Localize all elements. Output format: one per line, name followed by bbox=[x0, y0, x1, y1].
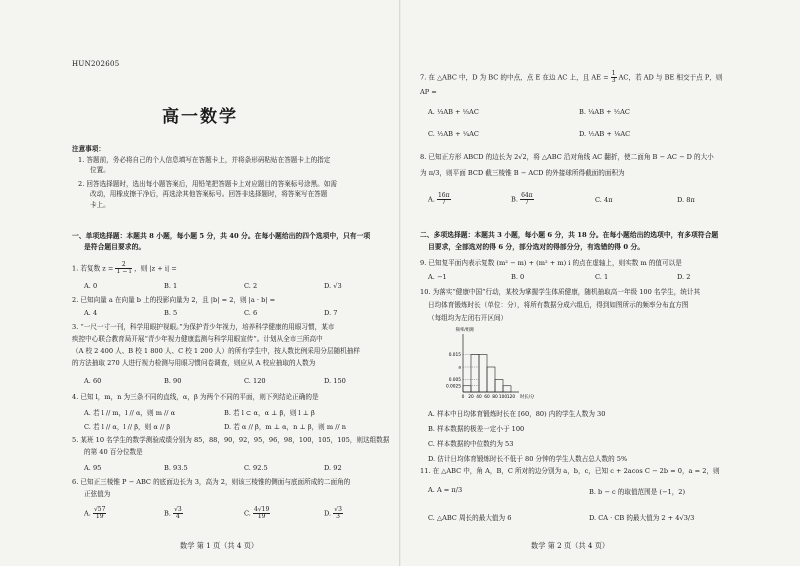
question-10-stem: （每组均为左闭右开区间） bbox=[428, 314, 508, 322]
notice-line: 位置。 bbox=[90, 166, 110, 174]
option-c: C. 6 bbox=[244, 309, 258, 317]
question-11-stem: 11. 在 △ABC 中，角 A，B，C 所对的边分别为 a，b，c，已知 c + 2acos C − 2b = 0，a = 2，则 bbox=[420, 467, 720, 475]
question-10-stem: 10. 为落实“健康中国”行动，某校为掌握学生体质健康，随机抽取高一年级 100 名学生，统计其 bbox=[420, 288, 701, 296]
option-c: C. △ABC 周长的最大值为 6 bbox=[428, 514, 512, 522]
section-heading: 一、单项选择题：本题共 8 小题，每小题 5 分，共 40 分。在每小题给出的四个选项中，只有一项 bbox=[72, 232, 371, 240]
notice-title: 注意事项： bbox=[72, 145, 105, 153]
notice-line: 卡上。 bbox=[90, 201, 110, 209]
y-tick-label: 0.005 bbox=[448, 378, 461, 383]
question-1-stem: 1. 若复数 z = $\frac{2}{1 - i}$ ，则 |z + i| = bbox=[72, 261, 177, 275]
question-6-stem: 6. 已知正三棱锥 P − ABC 的底面边长为 3，高为 2，则该三棱锥的侧面与底面所成的二面角的 bbox=[72, 478, 351, 486]
option-a: A. 0 bbox=[84, 282, 98, 290]
chart-labels bbox=[446, 326, 535, 400]
option-a: A. ⅓AB + ⅓AC bbox=[428, 108, 479, 116]
x-tick-label: 100 bbox=[498, 395, 508, 400]
option-c: C. 120 bbox=[244, 377, 266, 385]
option-b: B. 93.5 bbox=[164, 464, 188, 472]
question-4-stem: 4. 已知 l，m，n 为三条不同的直线，α，β 为两个不同的平面，则下列结论正确的是 bbox=[72, 393, 319, 401]
option-a: A. $\frac{16\pi}{7}$ bbox=[428, 192, 450, 206]
question-3-stem: 的方法抽取 270 人进行视力检测与用眼习惯问卷调查，则应从 A 校应抽取的人数为 bbox=[72, 359, 316, 367]
x-axis-label: 时长/分 bbox=[520, 395, 535, 400]
question-3-stem: （A 校 2 400 人、B 校 1 800 人、C 校 1 200 人）的所有学生中，按人数比例采用分层随机抽样 bbox=[72, 347, 360, 355]
option-a: A. −1 bbox=[428, 273, 447, 281]
option-c: C. ½AB + ¼AC bbox=[428, 130, 479, 138]
option-a: A. 若 l // m，l // α，则 m // α bbox=[84, 409, 176, 417]
question-7-stem: AP = bbox=[420, 88, 437, 96]
section-heading: 目要求，全部选对的得 6 分，部分选对的得部分分，有选错的得 0 分。 bbox=[428, 243, 645, 251]
option-b: B. $\frac{64\pi}{7}$ bbox=[511, 192, 533, 206]
option-d: D. 150 bbox=[324, 377, 346, 385]
notice-line: 1. 答题前，务必将自己的个人信息填写在答题卡上，并将条形码粘贴在答题卡上的指定 bbox=[78, 156, 331, 164]
page-footer: 数学 第 2 页（共 4 页） bbox=[531, 541, 610, 550]
option-d: D. 8π bbox=[677, 196, 695, 204]
option-b: B. 若 l ⊂ α，α ⊥ β，则 l ⊥ β bbox=[224, 409, 315, 417]
y-axis-label: 频率/组距 bbox=[455, 328, 475, 333]
chart-bars bbox=[463, 355, 511, 393]
question-7-stem: 7. 在 △ABC 中，D 为 BC 的中点，点 E 在边 AC 上，且 AE = $\frac{1}{3}$ AC，若 AD 与 BE 相交于点 P，则 bbox=[420, 70, 723, 84]
option-c: C. 4π bbox=[595, 196, 613, 204]
question-10-stem: 日均体育锻炼时长（单位：分），将所有数据分成六组后，得到如图所示的频率分布直方图 bbox=[428, 301, 689, 309]
option-b: B. 5 bbox=[164, 309, 178, 317]
option-d: D. ½AB + ⅙AC bbox=[579, 130, 631, 138]
question-3-stem: 疾控中心联合教育局开展“青少年视力健康监测与科学用眼宣传”。计划从全市三所高中 bbox=[72, 335, 323, 343]
x-tick-label: 120 bbox=[506, 395, 516, 400]
option-b: B. b − c 的取值范围是 (−1，2) bbox=[589, 488, 686, 496]
option-c: C. 92.5 bbox=[244, 464, 268, 472]
question-6-stem: 正弦值为 bbox=[84, 490, 111, 498]
y-tick-label: a bbox=[458, 365, 461, 371]
right-page bbox=[401, 0, 800, 566]
option-d: D. √3 bbox=[324, 282, 342, 290]
option-d: D. $\frac{√3}{3}$ bbox=[324, 506, 342, 520]
question-2-stem: 2. 已知向量 a 在向量 b 上的投影向量为 2，且 |b| = 2，则 |a · b| = bbox=[72, 296, 276, 304]
option-d: D. 2 bbox=[677, 273, 691, 281]
histogram-bar bbox=[479, 355, 487, 393]
option-d: D. 若 α // β，m ⊥ α，n ⊥ β，则 m // n bbox=[224, 423, 346, 431]
section-heading: 是符合题目要求的。 bbox=[84, 243, 146, 251]
section-heading: 二、多项选择题：本题共 3 小题，每小题 6 分，共 18 分。在每小题给出的选项中，有多项符合题 bbox=[420, 231, 719, 239]
question-3-stem: 3. “一尺一寸一刊，科学用眼护视眼。”为保护青少年视力，培养科学健康的用眼习惯，某市 bbox=[72, 323, 335, 331]
option-b: B. 样本数据的极差一定小于 100 bbox=[428, 425, 525, 433]
option-d: D. 估计日均体育锻炼时长不低于 80 分钟的学生人数占总人数的 5% bbox=[428, 455, 628, 463]
option-b: B. 0 bbox=[511, 273, 525, 281]
option-d: D. CA · CB 的最大值为 2 + 4√3/3 bbox=[589, 514, 695, 522]
option-a: A. $\frac{√57}{19}$ bbox=[84, 506, 106, 520]
x-tick-label: 80 bbox=[492, 395, 498, 400]
option-c: C. 1 bbox=[595, 273, 609, 281]
option-a: A. 95 bbox=[84, 464, 102, 472]
notice-line: 2. 回答选择题时，选出每小题答案后，用铅笔把答题卡上对应题目的答案标号涂黑。如需 bbox=[78, 180, 337, 188]
histogram-bar bbox=[471, 355, 479, 393]
option-c: C. 样本数据的中位数约为 53 bbox=[428, 440, 514, 448]
question-9-stem: 9. 已知复平面内表示复数 (m² − m) + (m² + m) i 的点在虚轴上，则实数 m 的值可以是 bbox=[420, 259, 682, 267]
fraction: $\frac{2}{1 - i}$ bbox=[116, 261, 132, 275]
option-d: D. 92 bbox=[324, 464, 342, 472]
frequency-histogram bbox=[435, 326, 535, 406]
histogram-bar bbox=[463, 386, 471, 392]
histogram-bar bbox=[487, 367, 495, 392]
y-tick-label: 0.015 bbox=[448, 353, 461, 358]
question-5-stem: 的第 40 百分位数是 bbox=[84, 448, 143, 456]
histogram-bar bbox=[503, 386, 511, 392]
option-a: A. 60 bbox=[84, 377, 102, 385]
x-tick-label: 40 bbox=[476, 395, 482, 400]
option-b: B. ¼AB + ½AC bbox=[579, 108, 630, 116]
option-c: C. $\frac{4√19}{19}$ bbox=[244, 506, 270, 520]
question-5-stem: 5. 某班 10 名学生的数学测验成绩分别为 85，88，90，92，95，96，98，100，105，105，则这组数据 bbox=[72, 436, 390, 444]
question-8-stem: 为 π/3，则平面 BCD 截三棱锥 B − ACD 的外接球所得截面的面积为 bbox=[420, 169, 625, 177]
x-tick-label: 60 bbox=[484, 395, 490, 400]
left-page bbox=[0, 0, 399, 566]
option-a: A. 4 bbox=[84, 309, 98, 317]
question-8-stem: 8. 已知正方形 ABCD 的边长为 2√2，将 △ABC 沿对角线 AC 翻折，使二面角 B − AC − D 的大小 bbox=[420, 153, 714, 161]
x-tick-label: 20 bbox=[468, 395, 474, 400]
option-c: C. 2 bbox=[244, 282, 258, 290]
page-footer: 数学 第 1 页（共 4 页） bbox=[180, 541, 259, 550]
page-title: 高一数学 bbox=[162, 107, 238, 127]
option-c: C. 若 l // α，l // β，则 α // β bbox=[84, 423, 171, 431]
option-a: A. 样本中日均体育锻炼时长在 [60，80) 内的学生人数为 30 bbox=[428, 410, 606, 418]
histogram-bar bbox=[495, 380, 503, 393]
x-tick-label: 0 bbox=[461, 395, 465, 400]
chart-axes bbox=[463, 334, 519, 392]
y-tick-label: 0.0025 bbox=[445, 384, 461, 390]
option-b: B. 90 bbox=[164, 377, 182, 385]
notice-line: 改动，用橡皮擦干净后，再选涂其他答案标号。回答非选择题时，将答案写在答题 bbox=[90, 190, 328, 198]
exam-code: HUN202605 bbox=[72, 60, 120, 68]
option-b: B. 1 bbox=[164, 282, 178, 290]
option-a: A. A = π/3 bbox=[428, 486, 463, 494]
option-b: B. $\frac{√3}{4}$ bbox=[164, 506, 182, 520]
option-d: D. 7 bbox=[324, 309, 338, 317]
